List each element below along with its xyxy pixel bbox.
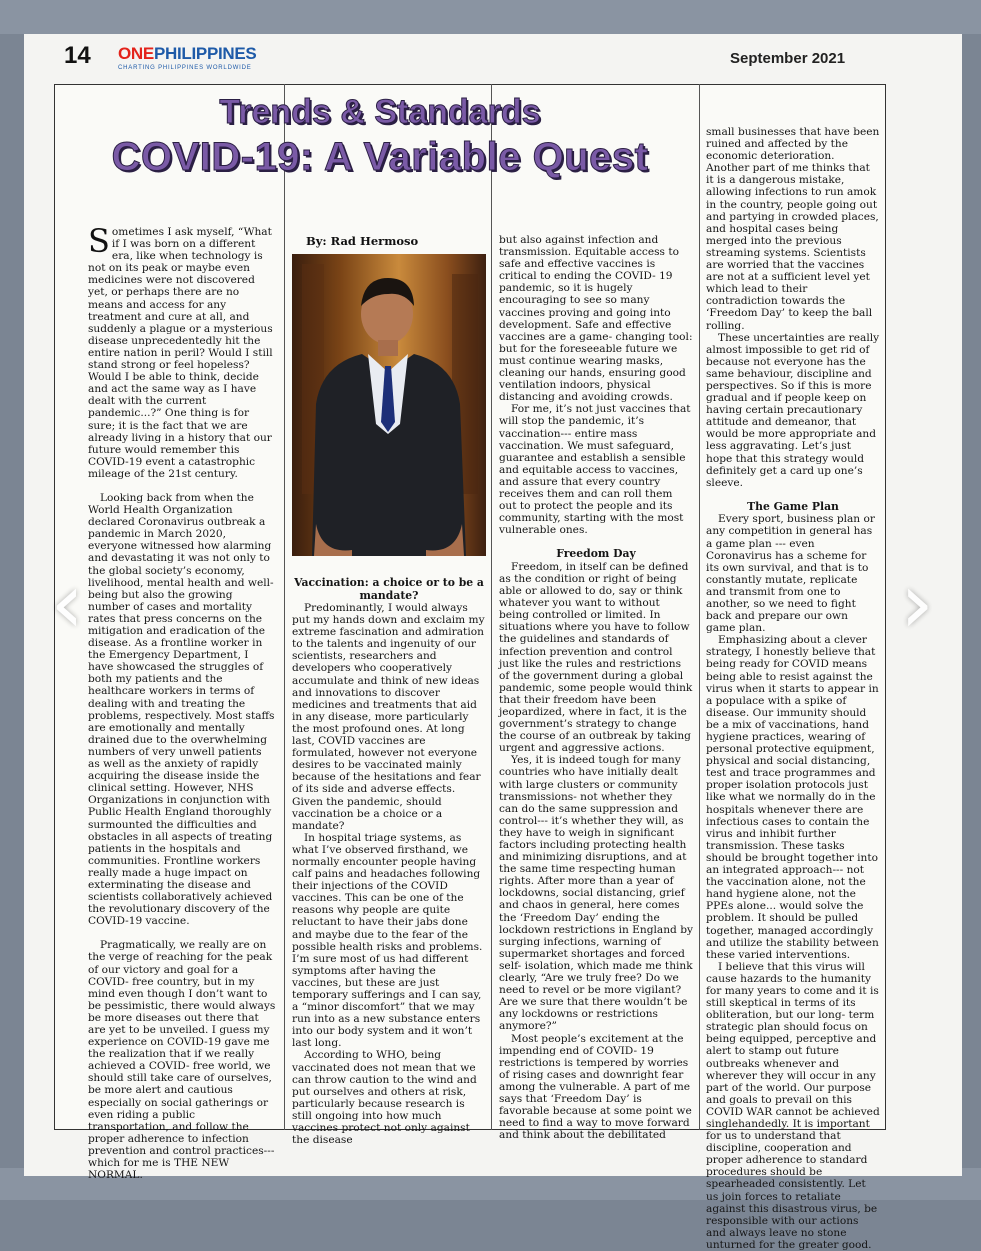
body-paragraph: I believe that this virus will cause hazards to the humanity for many years to come and it is still skeptical in terms of its obliteration, but our long- term strategic plan should focus on being equipped, perceptive and alert to stamp out future outbreaks whenever and wherever they will occur in any part of the world. Our purpose and goals to prevail on this COVID WAR cannot be achieved singlehandedly. It is important for us to understand that discipline, cooperation and proper adherence to standard procedures should be spearheaded consistently. Let us join forces to retaliate against this disastrous virus, be responsible with our actions and always leave no stone unturned for the greater good. xyxy=(706,960,880,1251)
body-paragraph: Looking back from when the World Health Organization declared Coronavirus outbreak a pandemic in March 2020, everyone witnessed how alarming and devastating it was not only to the global society’s economy, livelihood, mental health and well- being but also the growing number of cases and mortality rates that press concerns on the mitigation and eradication of the disease. As a frontline worker in the Emergency Department, I have showcased the struggles of both my patients and the healthcare workers in terms of dealing with and treating the problems, respectively. Most staffs are emotionally and mentally drained due to the overwhelming numbers of very unwell patients as well as the anxiety of rapidly acquiring the disease inside the clinical setting. However, NHS Organizations in conjunction with Public Health England thoroughly surmounted the difficulties and obstacles in all aspects of treating patients in the hospitals and communities. Frontline workers really made a huge impact on exterminating the disease and scientists collaboratively achieved the revolutionary discovery of the COVID-19 vaccine. xyxy=(88,491,275,928)
logo-word-two: PHILIPPINES xyxy=(153,44,257,63)
body-paragraph: Predominantly, I would always put my hands down and exclaim my extreme fascination and admiration to the talents and ingenuity of our scientists, researchers and developers who cooperatively accumulate and think of new ideas and innovations to discover medicines and treatments that aid in any disease, more particularly the most profound ones. At long last, COVID vaccines are formulated, however not everyone desires to be vaccinated mainly because of the hesitations and fear of its side and adverse effects. Given the pandemic, should vaccination be a choice or a mandate? xyxy=(292,602,485,832)
body-paragraph: Most people’s excitement at the impending end of COVID- 19 restrictions is tempered by worries of rising cases and downright fear among the vulnerable. A part of me says that ‘Freedom Day’ is favorable because at some point we need to find a way to move forward and think about the debilitated xyxy=(499,1032,692,1142)
publication-logo xyxy=(118,44,256,76)
column-divider xyxy=(699,84,700,1130)
article-kicker: Trends & Standards xyxy=(219,93,541,131)
body-paragraph: These uncertainties are really almost impossible to get rid of because not everyone has the same behaviour, discipline and perspectives. So if this is more gradual and if people keep on having certain precautionary attitude and demeanor, that would be more appropriate and less aggravating. Let’s just hope that this strategy would definitely get a card up one’s sleeve. xyxy=(706,331,880,489)
article-column-1 xyxy=(88,222,276,1182)
body-paragraph: For me, it’s not just vaccines that will stop the pandemic, it’s vaccination--- entire mass vaccination. We must safeguard, guarantee and establish a sensible and equitable access to vaccines, and assure that every country receives them and can roll them out to protect the people and its community, starting with the most vulnerable ones. xyxy=(499,403,691,537)
body-paragraph: Yes, it is indeed tough for many countries who have initially dealt with large clusters or community transmissions- not whether they can do the same suppression and control--- it’s whether they will, as they have to weigh in significant factors including protecting health and minimizing disruptions, and at the same time respecting human rights. After more than a year of lockdowns, social distancing, grief and chaos in general, here comes the ‘Freedom Day’ ending the lockdown restrictions in England by surging infections, warning of supermarket shortages and forced self- isolation, which made me think clearly, “Are we truly free? Do we need to revel or be more vigilant? Are we sure that there wouldn’t be any lockdowns or restrictions anymore?” xyxy=(499,754,693,1033)
logo-word-one: ONE xyxy=(118,44,154,63)
body-paragraph: In hospital triage systems, as what I’ve observed firsthand, we normally encounter people having calf pains and headaches following their injections of the COVID vaccines. This can be one of the reasons why people are quite reluctant to have their jabs done and maybe due to the fear of the possible health risks and problems. I’m sure most of us had different symptoms after having the vaccines, but these are just temporary sufferings and I can say, a “minor discomfort” that we may run into as a new substance enters into our body system and it won’t last long. xyxy=(292,831,483,1050)
chevron-right-icon[interactable]: › xyxy=(900,554,934,652)
article-column-2 xyxy=(292,577,486,1146)
chevron-left-icon[interactable]: ‹ xyxy=(50,554,84,652)
body-paragraph: but also against infection and transmission. Equitable access to safe and effective vaccines is critical to ending the COVID- 19 pandemic, so it is hugely encouraging to see so many vaccines proving and going into development. Safe and effective vaccines are a game- changing tool: but for the foreseeable future we must continue wearing masks, cleaning our hands, ensuring good ventilation indoors, physical distancing and avoiding crowds. xyxy=(499,234,693,404)
section-heading-freedom-day: Freedom Day xyxy=(556,547,636,561)
article-title: COVID-19: A Variable Quest xyxy=(111,135,649,179)
author-photo xyxy=(292,254,486,556)
article-headline xyxy=(60,92,700,182)
article-byline: By: Rad Hermoso xyxy=(306,234,419,248)
page-number: 14 xyxy=(64,42,91,69)
column-divider xyxy=(491,84,492,1130)
body-paragraph: Emphasizing about a clever strategy, I honestly believe that being ready for COVID means being able to resist against the virus when it starts to appear in a populace with a spike of disease. Our immunity should be a mix of vaccinations, hand hygiene practices, wearing of personal protective equipment, physical and social distancing, test and trace programmes and proper isolation protocols just like what we normally do in the hospitals whenever there are infectious cases to contain the virus and inhibit further transmission. These tasks should be brought together into an integrated approach--- not the vaccination alone, not the hand hygiene alone, not the PPEs alone... would solve the problem. It should be pulled together, managed accordingly and utilize the stability between these varied interventions. xyxy=(706,634,879,961)
article-column-3 xyxy=(499,234,693,1141)
intro-paragraph: ometimes I ask myself, “What if I was born on a different era, like when technology is not on its peak or maybe even medicines were not discovered yet, or perhaps there are no means and access for any treatment and cure at all, and suddenly a plague or a mysterious disease unprecedentedly hit the entire nation in peril? Would I still stand strong or feel hopeless? Would I be able to think, decide and act the same way as I have dealt with the current pandemic...?” One thing is for sure; it is the fact that we are already living in a history that our future would remember this COVID-19 event a catastrophic mileage of the 21st century. xyxy=(88,226,273,480)
article-column-4 xyxy=(706,126,880,1251)
issue-date: September 2021 xyxy=(730,50,846,67)
body-paragraph: small businesses that have been ruined and affected by the economic deterioration. Another part of me thinks that it is a dangerous mistake, allowing infections to run amok in the country, people going out and partying in crowded places, and hospital cases being merged into the previous streaming systems. Scientists are worried that the vaccines are not at a sufficient level yet which lead to their contradiction towards the ‘Freedom Day’ to keep the ball rolling. xyxy=(706,126,880,332)
section-heading-vaccination: Vaccination: a choice or to be a mandate? xyxy=(294,576,484,602)
column-divider xyxy=(284,84,285,1130)
body-paragraph: Freedom, in itself can be defined as the condition or right of being able or allowed to do, say or think whatever you want to without being controlled or limited. In situations where you have to follow the guidelines and standards of infection prevention and control just like the rules and restrictions of the government during a global pandemic, some people would think that their freedom have been jeopardized, where in fact, it is the government’s strategy to change the course of an outbreak by taking urgent and aggressive actions. xyxy=(499,560,693,755)
dropcap-letter: S xyxy=(88,222,110,260)
body-paragraph: Every sport, business plan or any competition in general has a game plan --- even Coronavirus has a scheme for its own survival, and that is to constantly mutate, replicate and transmit from one to another, so we need to fight back and prepare our own game plan. xyxy=(706,513,875,635)
section-heading-game-plan: The Game Plan xyxy=(747,499,839,513)
body-paragraph: According to WHO, being vaccinated does not mean that we can throw caution to the wind and put ourselves and others at risk, particularly because research is still ongoing into how much vaccines protect not only against the disease xyxy=(292,1049,477,1147)
author-portrait-illustration xyxy=(292,254,486,556)
body-paragraph: Pragmatically, we really are on the verge of reaching for the peak of our victory and goal for a COVID- free country, but in my mind even though I don’t want to be pessimistic, there would always be more diseases out there that are yet to be unveiled. I guess my experience on COVID-19 gave me the realization that if we really achieved a COVID- free world, we should still take care of ourselves, be more alert and cautious especially on social gatherings or even riding a public transportation, and follow the proper adherence to infection prevention and control practices--- which for me is THE NEW NORMAL. xyxy=(88,939,276,1182)
viewer-top-bar xyxy=(0,0,981,34)
logo-tagline: CHARTING PHILIPPINES WORLDWIDE xyxy=(118,65,252,71)
